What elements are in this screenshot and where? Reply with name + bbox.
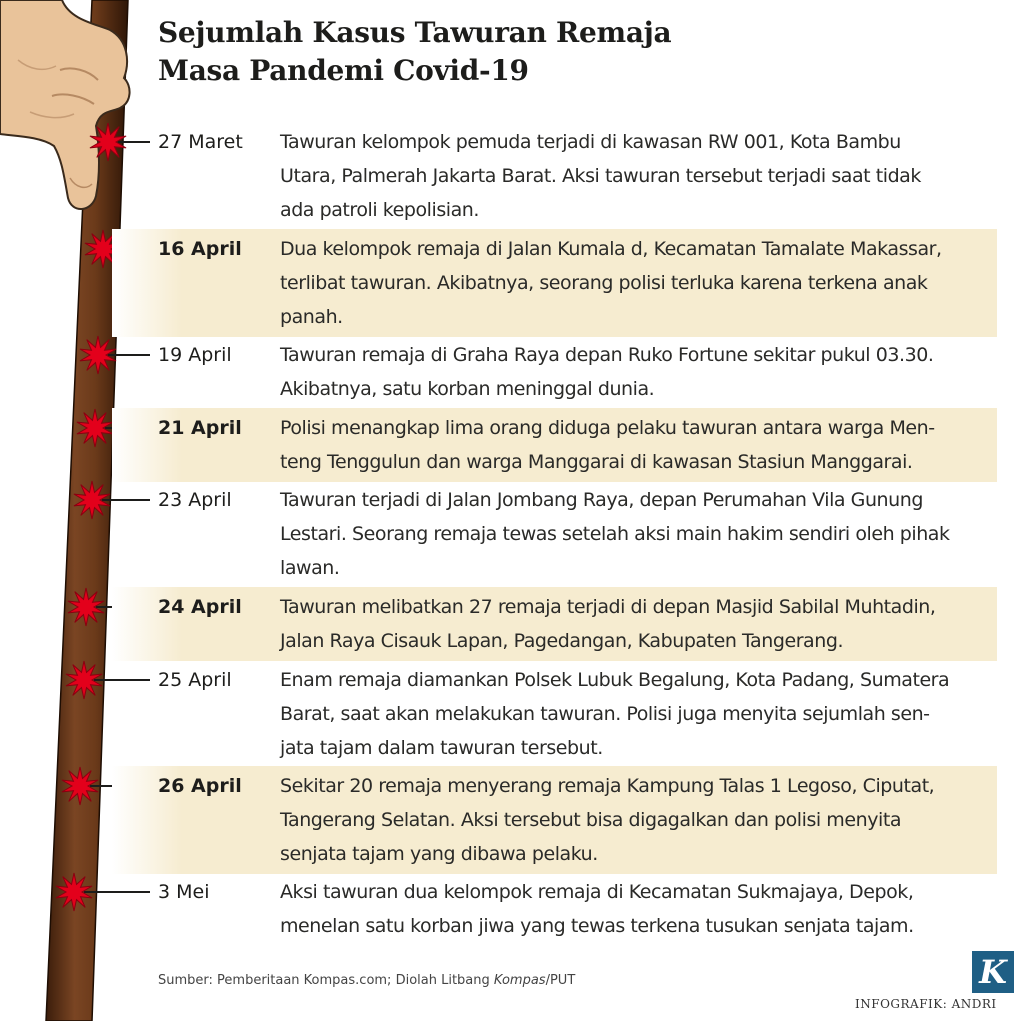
timeline-event [112,122,997,230]
event-description [280,769,1000,871]
event-description-line: lawan. [280,557,340,579]
event-description [280,663,1000,765]
event-description [280,125,1000,227]
event-description-line: Jalan Raya Cisauk Lapan, Pagedangan, Kabupaten Tangerang. [280,630,844,652]
event-date: 21 April [158,417,242,439]
event-description-line: Barat, saat akan melakukan tawuran. Polisi juga menyita sejumlah sen- [280,703,930,725]
event-description-line: terlibat tawuran. Akibatnya, seorang polisi terluka karena terkena anak [280,272,928,294]
event-description-line: teng Tenggulun dan warga Manggarai di kawasan Stasiun Manggarai. [280,451,913,473]
timeline-event [112,480,997,588]
event-description [280,875,1000,943]
event-description-line: senjata tajam yang dibawa pelaku. [280,843,598,865]
source-italic: Kompas [493,973,546,988]
event-description-line: panah. [280,306,343,328]
page-title [158,14,671,90]
event-description [280,590,1000,658]
event-description [280,483,1000,585]
event-date: 25 April [158,669,232,691]
event-description [280,232,1000,334]
timeline-event [112,229,997,337]
event-date: 24 April [158,596,242,618]
event-description-line: Enam remaja diamankan Polsek Lubuk Begalung, Kota Padang, Sumatera [280,669,950,691]
event-date: 3 Mei [158,881,210,903]
event-description-line: Tawuran melibatkan 27 remaja terjadi di depan Masjid Sabilal Muhtadin, [280,596,936,618]
title-line-2: Masa Pandemi Covid-19 [158,54,529,87]
event-description-line: Polisi menangkap lima orang diduga pelaku tawuran antara warga Men- [280,417,935,439]
event-description-line: Tawuran remaja di Graha Raya depan Ruko Fortune sekitar pukul 03.30. [280,344,934,366]
source-suffix: /PUT [545,973,576,988]
timeline-event [112,335,997,409]
timeline-event [112,766,997,874]
event-description-line: menelan satu korban jiwa yang tewas terkena tusukan senjata tajam. [280,915,914,937]
event-description [280,411,1000,479]
timeline-event [112,587,997,661]
event-description-line: Utara, Palmerah Jakarta Barat. Aksi tawuran tersebut terjadi saat tidak [280,165,921,187]
event-description-line: Akibatnya, satu korban meninggal dunia. [280,378,655,400]
infographic-credit: INFOGRAFIK: ANDRI [855,997,997,1011]
event-description [280,338,1000,406]
timeline-event [112,408,997,482]
event-date: 27 Maret [158,131,243,153]
event-date: 19 April [158,344,232,366]
event-description-line: ada patroli kepolisian. [280,199,479,221]
event-date: 23 April [158,489,232,511]
timeline-event [112,660,997,768]
event-description-line: Tawuran terjadi di Jalan Jombang Raya, depan Perumahan Vila Gunung [280,489,923,511]
event-description-line: Sekitar 20 remaja menyerang remaja Kampung Talas 1 Legoso, Ciputat, [280,775,935,797]
event-description-line: Dua kelompok remaja di Jalan Kumala d, Kecamatan Tamalate Makassar, [280,238,942,260]
event-date: 16 April [158,238,242,260]
title-line-1: Sejumlah Kasus Tawuran Remaja [158,16,672,49]
source-prefix: Sumber: Pemberitaan Kompas.com; Diolah Litbang [158,973,494,988]
event-description-line: Lestari. Seorang remaja tewas setelah aksi main hakim sendiri oleh pihak [280,523,950,545]
kompas-logo: K [972,951,1014,993]
event-description-line: jata tajam dalam tawuran tersebut. [280,737,603,759]
event-description-line: Aksi tawuran dua kelompok remaja di Kecamatan Sukmajaya, Depok, [280,881,914,903]
event-description-line: Tangerang Selatan. Aksi tersebut bisa digagalkan dan polisi menyita [280,809,902,831]
source-note [158,973,575,988]
event-description-line: Tawuran kelompok pemuda terjadi di kawasan RW 001, Kota Bambu [280,131,901,153]
event-date: 26 April [158,775,242,797]
timeline-event [112,872,997,946]
